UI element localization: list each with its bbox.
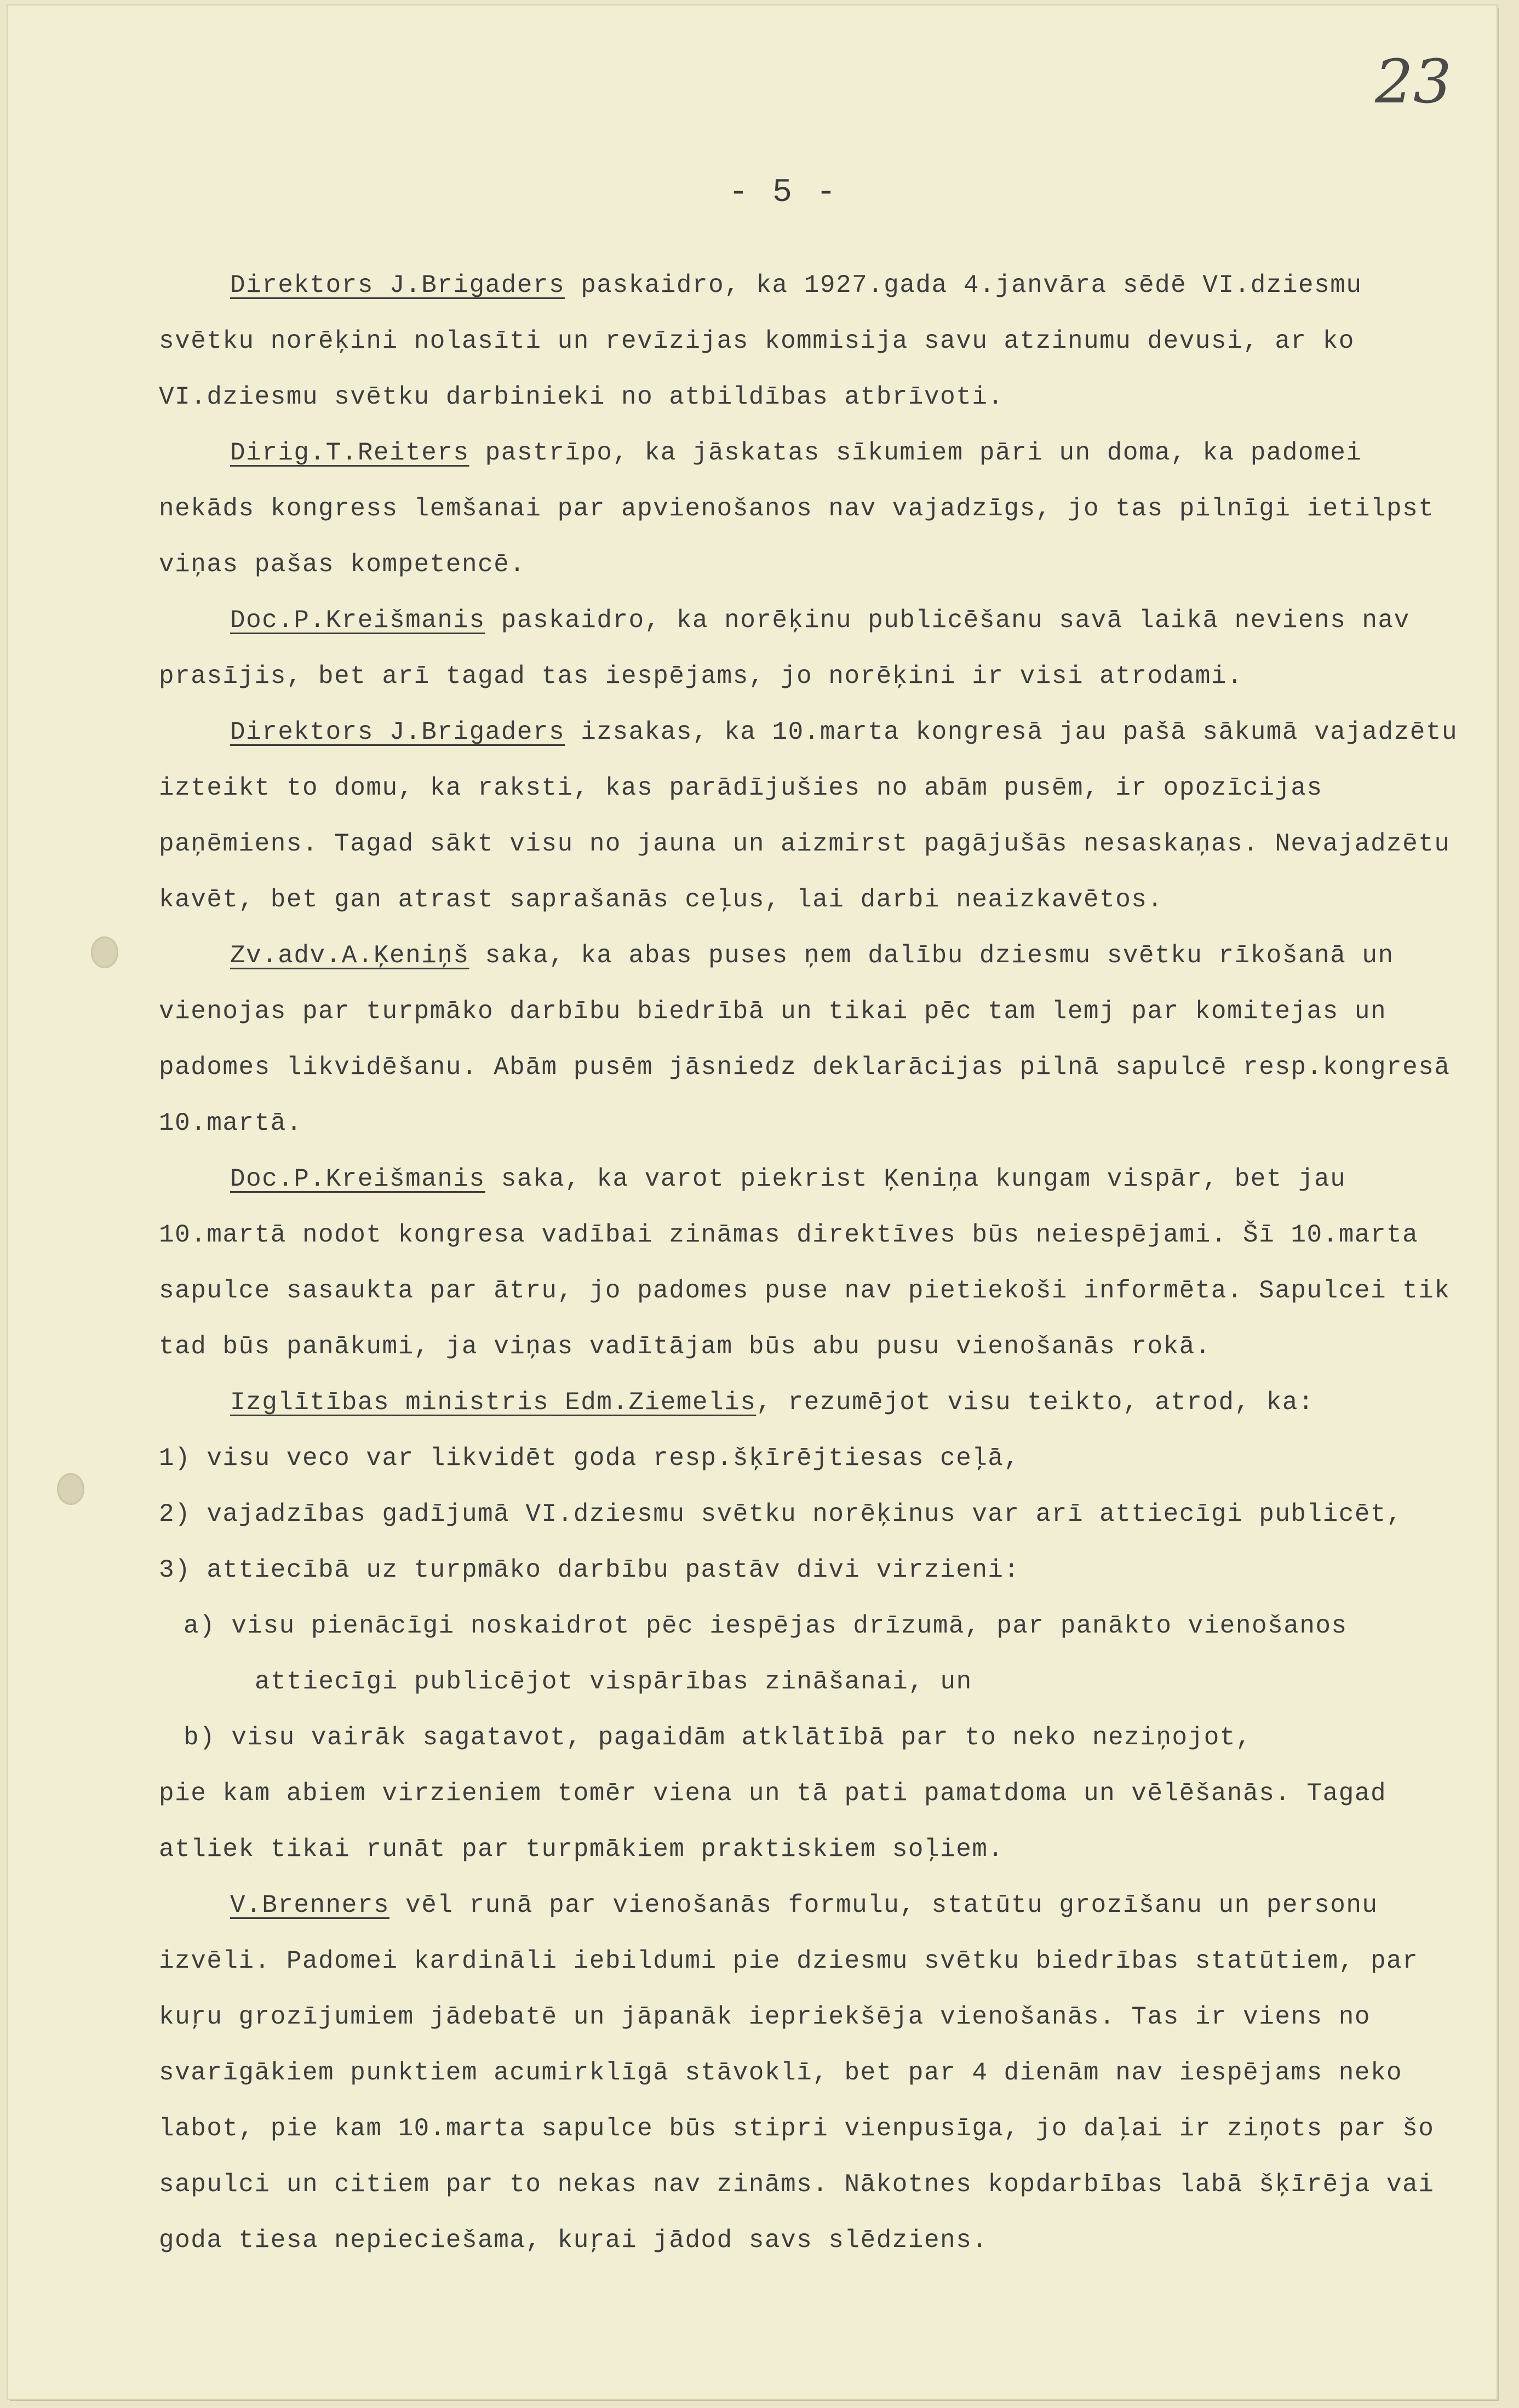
punch-hole-top <box>91 936 118 968</box>
paragraph <box>159 1877 1463 2268</box>
sub-item-continuation: attiecīgi publicējot vispārības zināšanai, un <box>255 1668 972 1696</box>
sub-item-lead: b) visu vairāk sagatavot, pagaidām atklātībā par to neko neziņojot, <box>184 1723 1252 1752</box>
paragraph-text: saka, ka abas puses ņem dalību dziesmu svētku rīkošanā un vienojas par turpmāko darbību biedrībā un tikai pēc tam lemj par komitejas un padomes likvidēšanu. Abām pusēm jāsniedz deklarācijas pilnā sapulcē resp.kongresā 10.martā. <box>159 941 1451 1137</box>
sub-item <box>159 1710 1463 1766</box>
page-number: - 5 - <box>729 174 839 211</box>
paragraph-text: paskaidro, ka 1927.gada 4.janvāra sēdē VI.dziesmu svētku norēķini nolasīti un revīzijas kommisija savu atzinumu devusi, ar ko VI.dziesmu svētku darbinieki no atbildības atbrīvoti. <box>159 271 1362 411</box>
paragraph <box>159 257 1463 425</box>
folio-number: 23 <box>1375 47 1452 117</box>
paragraph-text: , rezumējot visu teikto, atrod, ka: <box>756 1388 1315 1417</box>
speaker-name: V.Brenners <box>230 1891 390 1919</box>
paragraph-text: izsakas, ka 10.marta kongresā jau pašā sākumā vajadzētu izteikt to domu, ka raksti, kas parādījušies no abām pusēm, ir opozīcijas paņēmiens. Tagad sākt visu no jauna un aizmirst pagājušās nesaskaņas. Nevajadzētu kavēt, bet gan atrast saprašanās ceļus, lai darbi neaizkavētos. <box>159 718 1458 914</box>
punch-hole-bottom <box>57 1473 84 1505</box>
paragraph-text: pastrīpo, ka jāskatas sīkumiem pāri un doma, ka padomei nekāds kongress lemšanai par apvienošanos nav vajadzīgs, jo tas pilnīgi ietilpst viņas pašas kompetencē. <box>159 439 1435 579</box>
paragraph <box>159 1151 1463 1375</box>
speaker-name: Doc.P.Kreišmanis <box>230 1165 485 1193</box>
speaker-name: Doc.P.Kreišmanis <box>230 606 485 635</box>
paragraph <box>159 593 1463 704</box>
numbered-list <box>159 1430 1463 1766</box>
sub-item <box>159 1598 1463 1710</box>
paragraph-text: vēl runā par vienošanās formulu, statūtu grozīšanu un personu izvēli. Padomei kardināli iebildumi pie dziesmu svētku biedrības statūtiem, par kuŗu grozījumiem jādebatē un jāpanāk iepriekšēja vienošanās. Tas ir viens no svarīgākiem punktiem acumirklīgā stāvoklī, bet par 4 dienām nav iespējams neko labot, pie kam 10.marta sapulce būs stipri vienpusīga, jo daļai ir ziņots par šo sapulci un citiem par to nekas nav zināms. Nākotnes kopdarbības labā šķīrēja vai goda tiesa nepieciešama, kuŗai jādod savs slēdziens. <box>159 1891 1435 2255</box>
speaker-name: Direktors J.Brigaders <box>230 271 565 300</box>
paragraph <box>159 928 1463 1151</box>
paragraph-text: saka, ka varot piekrist Ķeniņa kungam vispār, bet jau 10.martā nodot kongresa vadībai zināmas direktīves būs neiespējami. Šī 10.marta sapulce sasaukta par ātru, jo padomes puse nav pietiekoši informēta. Sapulcei tik tad būs panākumi, ja viņas vadītājam būs abu pusu vienošanās rokā. <box>159 1165 1451 1361</box>
paragraph <box>159 425 1463 593</box>
paragraph <box>159 704 1463 928</box>
speaker-name: Direktors J.Brigaders <box>230 718 565 746</box>
speaker-name: Izglītības ministris Edm.Ziemelis <box>230 1388 756 1417</box>
list-item: 3) attiecībā uz turpmāko darbību pastāv divi virzieni: <box>159 1556 1020 1584</box>
list-item: 2) vajadzības gadījumā VI.dziesmu svētku norēķinus var arī attiecīgi publicēt, <box>159 1500 1403 1528</box>
speaker-name: Dirig.T.Reiters <box>230 439 469 467</box>
speaker-name: Zv.adv.A.Ķeniņš <box>230 941 469 970</box>
paragraph-text: paskaidro, ka norēķinu publicēšanu savā laikā neviens nav prasījis, bet arī tagad tas iespējams, jo norēķini ir visi atrodami. <box>159 606 1410 691</box>
list-item: 1) visu veco var likvidēt goda resp.šķīrējtiesas ceļā, <box>159 1444 1020 1473</box>
sub-item-lead: a) visu pienācīgi noskaidrot pēc iespējas drīzumā, par panākto vienošanos <box>184 1612 1348 1640</box>
document-body <box>159 257 1463 2268</box>
closing-text: pie kam abiem virzieniem tomēr viena un tā pati pamatdoma un vēlēšanās. Tagad atliek tikai runāt par turpmākiem praktiskiem soļiem. <box>159 1779 1387 1864</box>
paragraph <box>159 1375 1463 1430</box>
